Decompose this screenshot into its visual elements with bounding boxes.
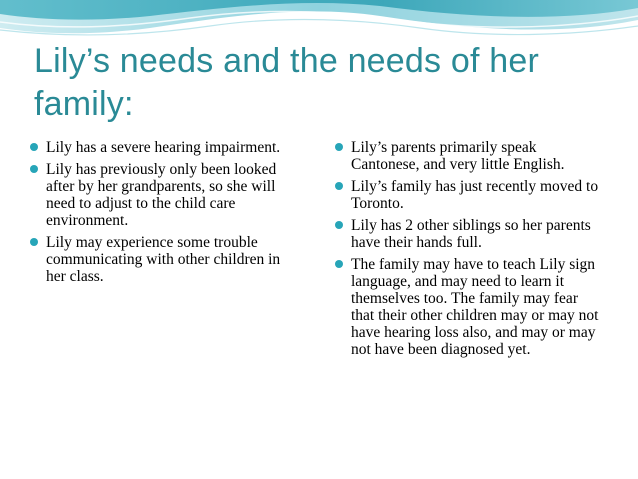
slide-title: Lily’s needs and the needs of her family: (34, 42, 539, 123)
list-item-text: Lily has a severe hearing impairment. (46, 139, 281, 156)
list-item-text: Lily has 2 other siblings so her parents have their hands full. (351, 217, 591, 251)
list-item (335, 256, 603, 358)
list-item (335, 178, 603, 212)
bullet-dot-icon (335, 260, 343, 268)
bullet-dot-icon (30, 165, 38, 173)
list-item-text: Lily’s parents primarily speak Cantonese, and very little English. (351, 139, 565, 173)
bullet-dot-icon (30, 238, 38, 246)
bullet-dot-icon (335, 221, 343, 229)
list-item-text: The family may have to teach Lily sign language, and may need to learn it themselves too. The family may fear that their other children may or may not have hearing loss also, and may or may not have been diagnosed yet. (351, 256, 599, 358)
list-item (30, 139, 292, 156)
list-item-text: Lily’s family has just recently moved to Toronto. (351, 178, 599, 212)
left-bullet-list (30, 139, 292, 290)
list-item (335, 217, 603, 251)
bullet-dot-icon (30, 143, 38, 151)
bullet-dot-icon (335, 143, 343, 151)
list-item (335, 139, 603, 173)
list-item (30, 161, 292, 229)
right-bullet-list (335, 139, 603, 363)
bullet-dot-icon (335, 182, 343, 190)
list-item-text: Lily has previously only been looked after by her grandparents, so she will need to adjust to the child care environment. (46, 161, 277, 229)
list-item-text: Lily may experience some trouble communicating with other children in her class. (46, 234, 281, 285)
list-item (30, 234, 292, 285)
